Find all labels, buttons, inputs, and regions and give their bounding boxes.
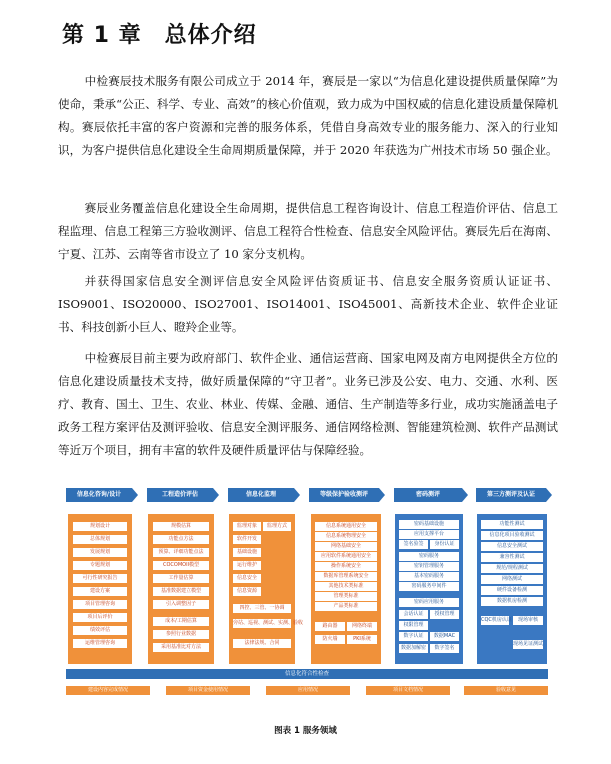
cell-item: 基本密码服务	[399, 572, 459, 581]
cell-item: 旁站、巡视、测试、实测、验收	[233, 620, 304, 626]
cell-item: 密码基础设施	[399, 520, 459, 529]
cell-item: 网络测试	[481, 575, 543, 584]
cell-item: 运行维护	[233, 561, 261, 570]
panel-crypto	[395, 514, 463, 664]
cell-item: 操作系统安全	[315, 562, 377, 571]
cell-item: 信息化项目验收测试	[481, 531, 543, 540]
cell-item: 基准数据建立模型	[153, 587, 209, 596]
cell-item: 项目管理咨询	[73, 600, 127, 609]
cell-item: 四控、三管、一协调	[233, 604, 291, 613]
panel-third-party	[477, 514, 547, 664]
column-header-third-party: 第三方测评及认证	[476, 488, 546, 502]
cell-item: COCOMOII模型	[153, 561, 209, 570]
cell-item: 法律法规、合同	[233, 639, 291, 648]
cell-item: 其他技术类标准	[315, 582, 377, 591]
paragraph-intro: 中检赛辰技术服务有限公司成立于 2014 年，赛辰是一家以“为信息化建设提供质量保障”为使命，秉承“公正、科学、专业、高效”的核心价值观，致力成为中国权威的信息化建设质量保障机构。赛辰依托丰富的客户资源和完善的服务体系，凭借自身高效专业的服务能力、深入的行业知识，为客户提供信息化建设全生命周期质量保障，并于 2020 年获选为广州技术市场 50 强企业。	[58, 74, 558, 157]
column-header-cost: 工程造价评估	[147, 488, 213, 502]
column-header-protection: 等级保护验收测评	[309, 488, 379, 502]
cell-item: 监理方式	[263, 522, 291, 531]
cell-item: 数据机房检测	[481, 597, 543, 606]
cell-item: 可行性研究报告	[73, 574, 127, 583]
column-header-crypto: 密码测评	[394, 488, 462, 502]
figure-caption: 图表 1 服务领域	[274, 726, 337, 736]
cell-item: 兼容性测试	[481, 553, 543, 562]
cell-item: 工作量估算	[153, 574, 209, 583]
cell-item: 签名验签	[399, 540, 428, 549]
cell-item: 发展规划	[73, 548, 127, 557]
cell-item: 规范/规程测试	[481, 564, 543, 573]
chapter-title: 第 1 章 总体介绍	[62, 23, 257, 48]
cell-item: 数字认证	[399, 632, 428, 641]
cell-item: 引入调整因子	[153, 600, 209, 609]
panel-consulting	[68, 514, 132, 664]
panel-supervision	[229, 514, 304, 664]
cell-item: 成本/工期估算	[153, 617, 209, 626]
paragraph-clients: 中检赛辰目前主要为政府部门、软件企业、通信运营商、国家电网及南方电网提供全方位的信息化建设质量技术支持，做好质量保障的“守卫者”。业务已涉及公安、电力、交通、水利、医疗、教育、国土、卫生、农业、林业、传媒、金融、通信、生产制造等多行业，成功实施涵盖电子政务工程方案评估及测评验收、信息安全测评服务、通信网络检测、智能建筑检测、软件产品测试等近万个项目，拥有丰富的软件及硬件质量评估与保障经验。	[58, 351, 558, 457]
cell-item: 功能性测试	[481, 520, 543, 529]
cell-item: 身份认证	[430, 540, 459, 549]
cell-item: 绩效评估	[73, 626, 127, 635]
cell-item: 信息系统通用安全	[315, 522, 377, 531]
cell-item: 密码应用服务	[399, 598, 459, 607]
cell-item: 规划设计	[73, 522, 127, 531]
footer-item: 项目文档情况	[366, 686, 450, 695]
cell-item: 总体规划	[73, 535, 127, 544]
cell-item: 信息安全	[233, 574, 261, 583]
cell-item: 数据库管理系统安全	[315, 572, 377, 581]
cell-item: 预算、详细功能点法	[153, 548, 209, 557]
paragraph-business: 赛辰业务覆盖信息化建设全生命周期，提供信息工程咨询设计、信息工程造价评估、信息工程监理、信息工程第三方验收测评、信息工程符合性检查、信息安全风险评估。赛辰先后在海南、宁夏、江苏、云南等省市设立了 10 家分支机构。	[58, 201, 558, 261]
cell-item: 专题规划	[73, 561, 127, 570]
cell-item: 运维管理咨询	[73, 639, 127, 648]
cell-item: 规模估算	[153, 522, 209, 531]
cell-item: 项目后评价	[73, 613, 127, 622]
cell-item: 授权管理	[430, 610, 459, 619]
cell-item: 密码服务	[399, 552, 459, 561]
column-header-supervision: 信息化监理	[228, 488, 294, 502]
cell-item: 产品类标准	[315, 602, 377, 611]
paragraph-certificates: 并获得国家信息安全测评信息安全风险评估资质证书、信息安全服务资质认证证书、ISO9001、ISO20000、ISO27001、ISO14001、ISO45001、高新技术企业、软件企业证书、科技创新小巨人、瞪羚企业等。	[58, 274, 558, 334]
cell-item: 网络基础安全	[315, 542, 377, 551]
cell-item: 监理对象	[233, 522, 261, 531]
cell-item: 密钥管理服务	[399, 562, 459, 571]
cell-item: CQC机房认证	[481, 617, 512, 623]
cell-item: 信息资源	[233, 587, 261, 596]
panel-cost	[148, 514, 214, 664]
cell-item: 权限管理	[399, 621, 428, 630]
cell-item: 防火墙	[315, 635, 345, 644]
cell-item: 密码服务中间件	[399, 582, 459, 591]
cell-item: 建设方案	[73, 587, 127, 596]
compliance-check-bar: 信息化符合性检查	[66, 669, 548, 679]
cell-item: 信息系统物理安全	[315, 532, 377, 541]
cell-item: 会话认证	[399, 610, 428, 619]
column-header-consulting: 信息化咨询/设计	[66, 488, 132, 502]
cell-item: 数字签名	[430, 644, 459, 653]
footer-item: 验收意见	[464, 686, 548, 695]
cell-item: 基础设施	[233, 548, 261, 557]
cell-item: 功能点方法	[153, 535, 209, 544]
cell-item: 数据加解密	[400, 645, 426, 651]
cell-item: 路由器	[315, 622, 345, 631]
cell-item: 现场审核	[513, 616, 543, 625]
cell-item: 数据MAC	[430, 632, 459, 641]
cell-item: 硬件设备检测	[481, 586, 543, 595]
cell-item: 信息安全测试	[481, 542, 543, 551]
cell-item: PKI系统	[347, 635, 377, 644]
cell-item: 应用支撑平台	[399, 530, 459, 539]
cell-item: 网络终端	[347, 622, 377, 631]
service-domain-figure	[62, 484, 552, 702]
panel-protection	[311, 514, 381, 664]
cell-item: 采用基准比对方法	[153, 643, 209, 652]
cell-item: 应用软件系统通用安全	[315, 552, 377, 561]
cell-item: 现场见证测试	[513, 641, 544, 647]
footer-item: 建设内容完成情况	[66, 686, 150, 695]
cell-item: 参照行业数据	[153, 630, 209, 639]
cell-item: 软件开发	[233, 535, 261, 544]
cell-item: 管理类标准	[315, 592, 377, 601]
footer-item: 应用情况	[266, 686, 350, 695]
footer-item: 项目资金使用情况	[166, 686, 250, 695]
